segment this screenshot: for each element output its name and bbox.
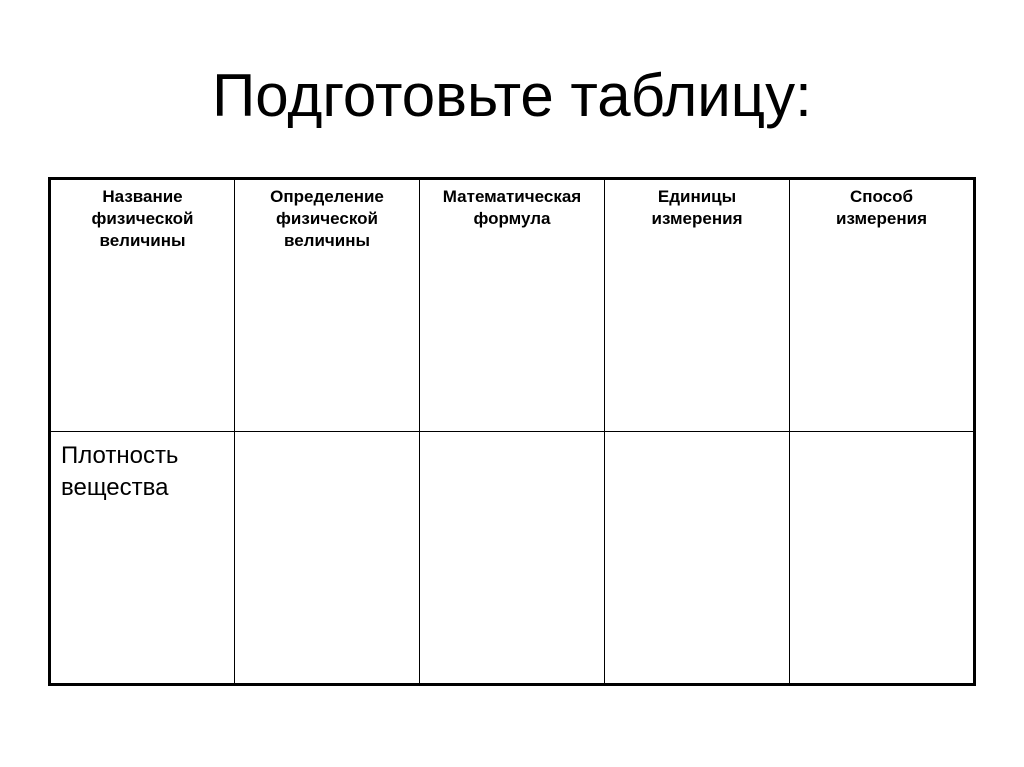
table-cell bbox=[605, 432, 790, 685]
column-header-name-label: Название физической величины bbox=[91, 187, 194, 250]
table-row bbox=[50, 432, 975, 685]
column-header-units-label: Единицы измерения bbox=[651, 187, 743, 228]
column-header-definition bbox=[235, 179, 420, 432]
column-header-units bbox=[605, 179, 790, 432]
cell-text: Плотность вещества bbox=[61, 442, 179, 501]
column-header-definition-label: Определение физической величины bbox=[270, 187, 384, 250]
table-cell bbox=[420, 432, 605, 685]
data-table bbox=[48, 177, 976, 686]
table-container bbox=[48, 177, 976, 686]
column-header-formula bbox=[420, 179, 605, 432]
column-header-formula-label: Математическая формула bbox=[442, 187, 582, 228]
column-header-method bbox=[790, 179, 975, 432]
table-cell bbox=[235, 432, 420, 685]
table-cell bbox=[790, 432, 975, 685]
slide-title: Подготовьте таблицу: bbox=[212, 62, 812, 129]
table-cell bbox=[50, 432, 235, 685]
table-header-row bbox=[50, 179, 975, 432]
column-header-method-label: Способ измерения bbox=[836, 187, 927, 228]
column-header-name bbox=[50, 179, 235, 432]
